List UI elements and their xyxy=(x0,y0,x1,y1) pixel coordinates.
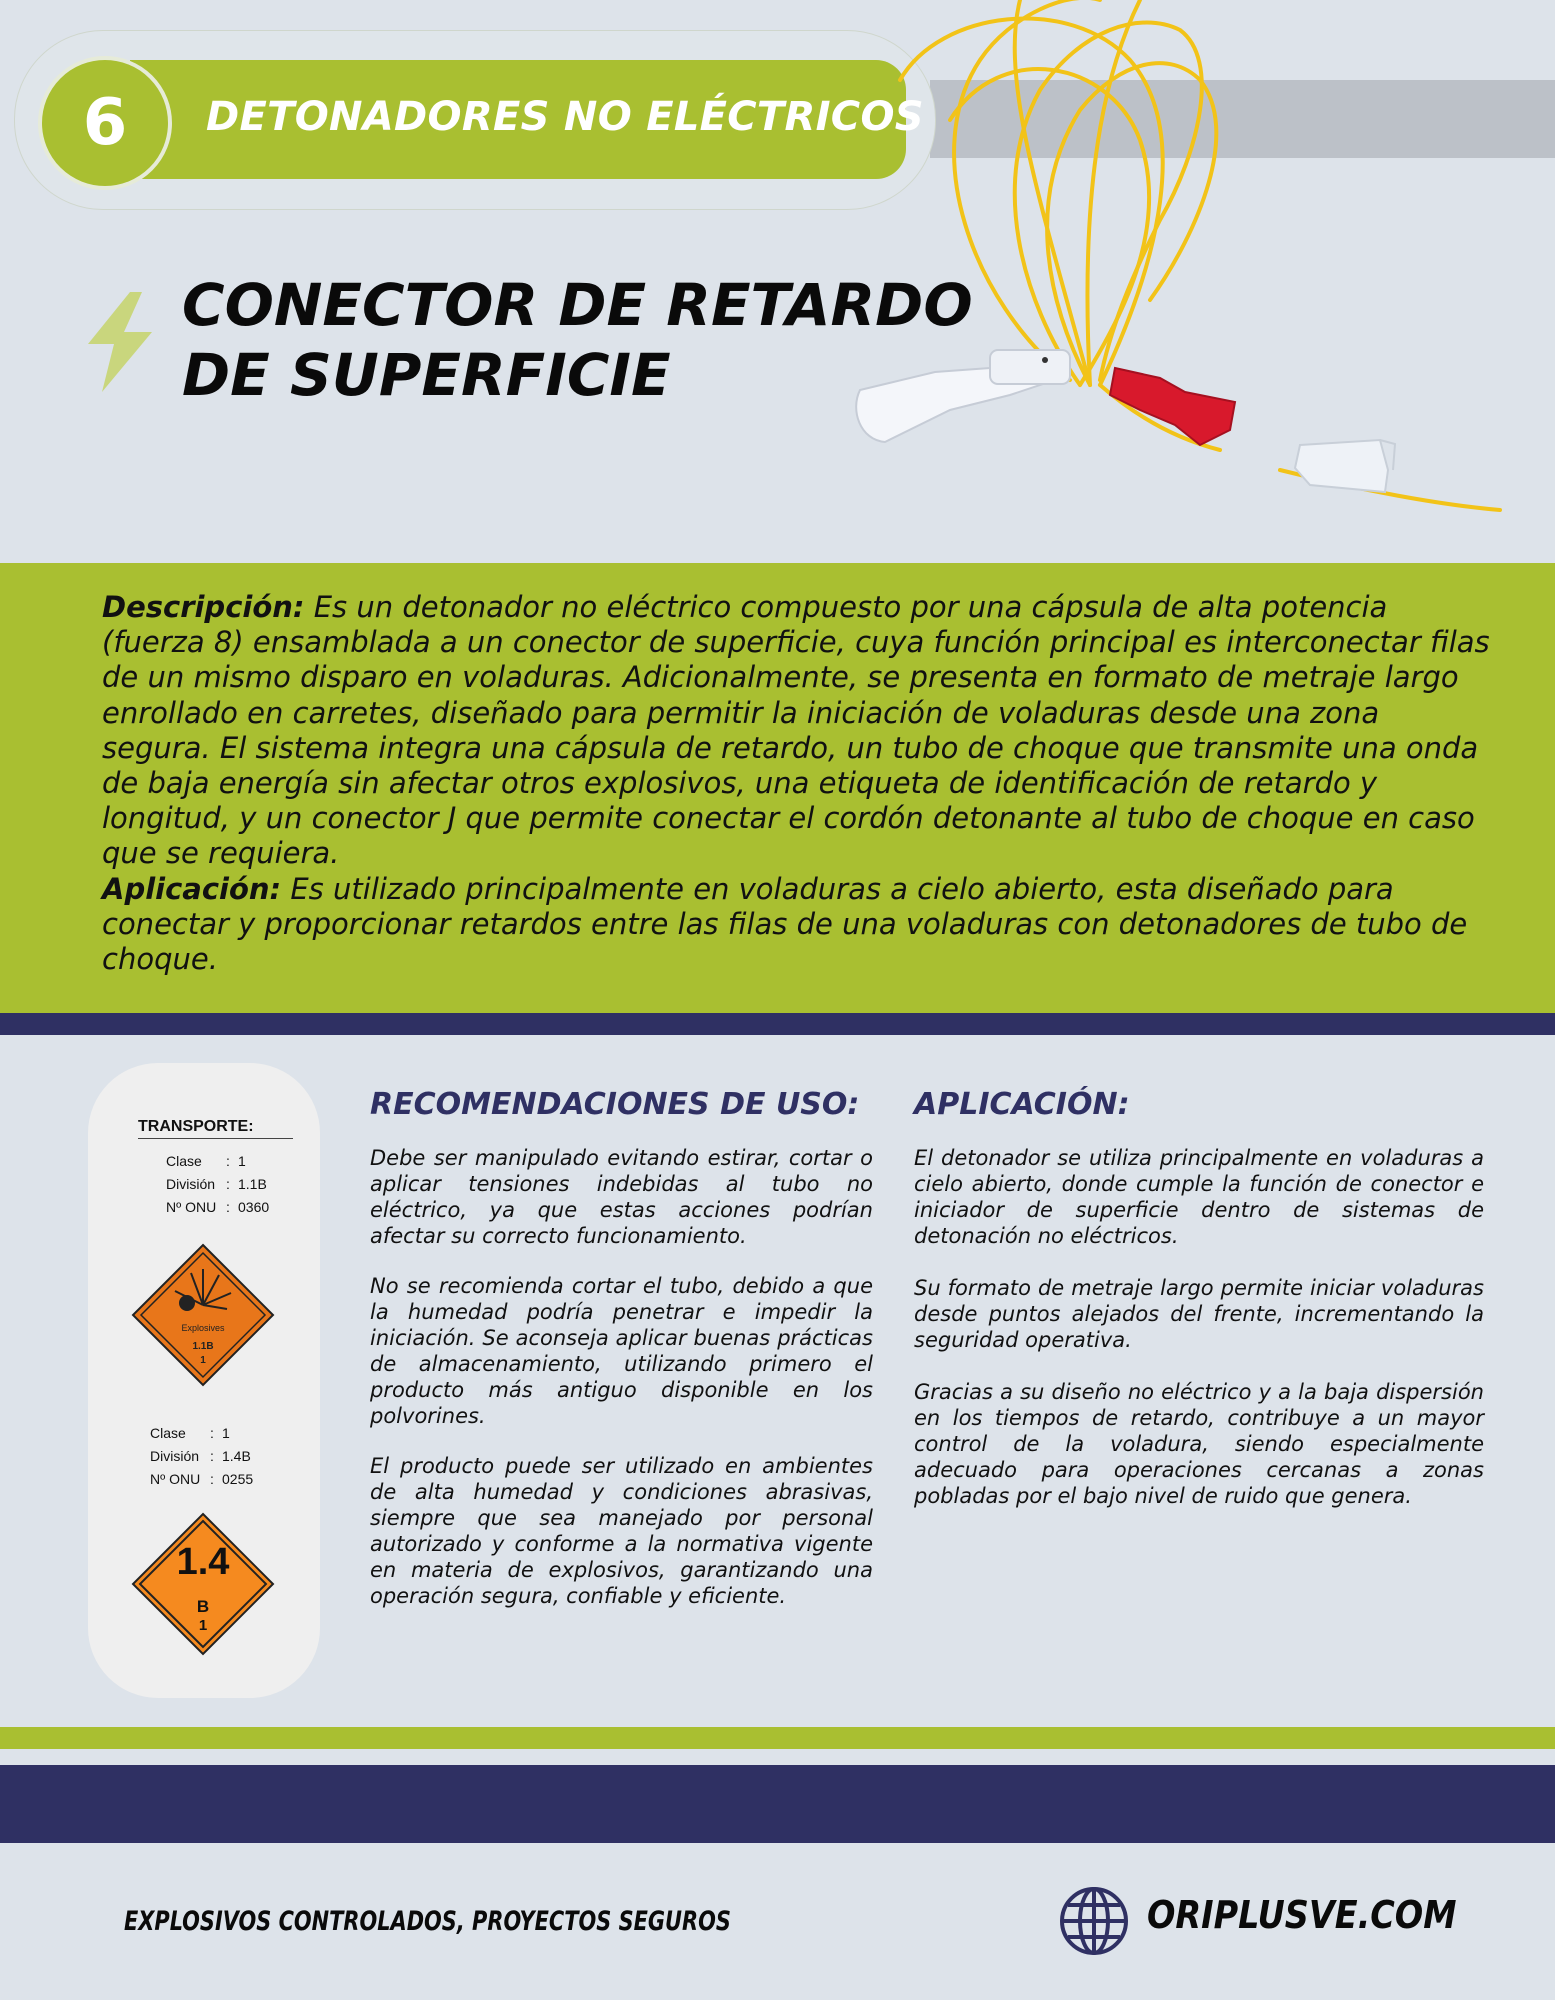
transport-row: Nº ONU : 0360 xyxy=(166,1199,270,1215)
explosive-1-1b-label-icon xyxy=(131,1243,275,1387)
application-paragraph: El detonador se utiliza principalmente en voladuras a cielo abierto, donde cumple la función de conector e iniciador de superficie dentro de sistemas de detonación no eléctricos. xyxy=(914,1146,1484,1248)
recommendations-paragraph: Debe ser manipulado evitando estirar, cortar o aplicar tensiones indebidas al tubo no eléctrico, ya que estas acciones podrían afectar su correcto funcionamiento. xyxy=(370,1146,873,1248)
explosive-1-4b-label-icon xyxy=(131,1512,275,1656)
label1-word: Explosives xyxy=(181,1323,225,1333)
label2-big: 1.4 xyxy=(176,1541,230,1583)
label2-letter: B xyxy=(196,1597,210,1616)
globe-icon xyxy=(1058,1885,1130,1957)
description-section xyxy=(102,590,1492,977)
label1-num: 1 xyxy=(200,1355,206,1366)
transport-row: División : 1.4B xyxy=(150,1448,251,1464)
section-number-badge xyxy=(38,56,172,190)
transport-row: Nº ONU : 0255 xyxy=(150,1471,254,1487)
footer-lime-strip xyxy=(0,1727,1555,1749)
transport-row: Clase : 1 xyxy=(166,1153,246,1169)
recommendations-heading: RECOMENDACIONES DE USO: xyxy=(370,1087,860,1122)
application-paragraph: Su formato de metraje largo permite iniciar voladuras desde puntos alejados del frente, incrementando la seguridad operativa. xyxy=(914,1276,1484,1352)
navy-divider xyxy=(0,1013,1555,1035)
description-label: Descripción: xyxy=(102,590,305,624)
description-text: Es un detonador no eléctrico compuesto por una cápsula de alta potencia (fuerza 8) ensamblada a un conector de superficie, cuya función principal es interconectar filas de un mismo disparo en voladuras. Adicionalmente, se presenta en formato de metraje largo enrollado en carretes, diseñado para permitir la iniciación de voladuras desde una zona segura. El sistema integra una cápsula de retardo, un tubo de choque que transmite una onda de baja energía sin afectar otros explosivos, una etiqueta de identificación de retardo y longitud, y un conector J que permite conectar el cordón detonante al tubo de choque en caso que se requiera. xyxy=(102,590,1490,871)
recommendations-paragraph: No se recomienda cortar el tubo, debido a que la humedad podría penetrar e impedir la iniciación. Se aconseja aplicar buenas prácticas de almacenamiento, utilizando primero el producto más antiguo disponible en los polvorines. xyxy=(370,1274,873,1428)
footer-navy-band xyxy=(0,1765,1555,1843)
lightning-bolt-icon xyxy=(84,292,156,392)
application-heading: APLICACIÓN: xyxy=(914,1087,1130,1122)
label1-code: 1.1B xyxy=(192,1341,214,1352)
category-title: DETONADORES NO ELÉCTRICOS xyxy=(206,94,924,140)
section-number: 6 xyxy=(82,86,128,160)
recommendations-paragraph: El producto puede ser utilizado en ambientes de alta humedad y condiciones abrasivas, siempre que sea manejado por personal autorizado y conforme a la normativa vigente en materia de explosivos, garantizando una operación segura, confiable y eficiente. xyxy=(370,1454,873,1608)
label2-num: 1 xyxy=(198,1617,208,1634)
application-text: Es utilizado principalmente en voladuras a cielo abierto, esta diseñado para conectar y proporcionar retardos entre las filas de una voladuras con detonadores de tubo de choque. xyxy=(102,871,1468,977)
transport-title: TRANSPORTE: xyxy=(138,1118,254,1135)
transport-row: Clase : 1 xyxy=(150,1425,230,1441)
transport-card xyxy=(88,1063,320,1698)
detonator-connector-image xyxy=(840,0,1555,530)
product-title-line1: CONECTOR DE RETARDO xyxy=(182,271,973,339)
website-link[interactable]: ORIPLUSVE.COM xyxy=(1147,1893,1457,1937)
application-paragraph: Gracias a su diseño no eléctrico y a la baja dispersión en los tiempos de retardo, contribuye a un mayor control de la voladura, siendo especialmente adecuado para operaciones cercanas a zonas pobladas por el bajo nivel de ruido que genera. xyxy=(914,1380,1484,1508)
transport-underline xyxy=(138,1138,293,1139)
transport-row: División : 1.1B xyxy=(166,1176,267,1192)
application-label: Aplicación: xyxy=(102,871,282,906)
footer-slogan: EXPLOSIVOS CONTROLADOS, PROYECTOS SEGUROS xyxy=(124,1906,731,1937)
product-title-line2: DE SUPERFICIE xyxy=(182,341,671,409)
